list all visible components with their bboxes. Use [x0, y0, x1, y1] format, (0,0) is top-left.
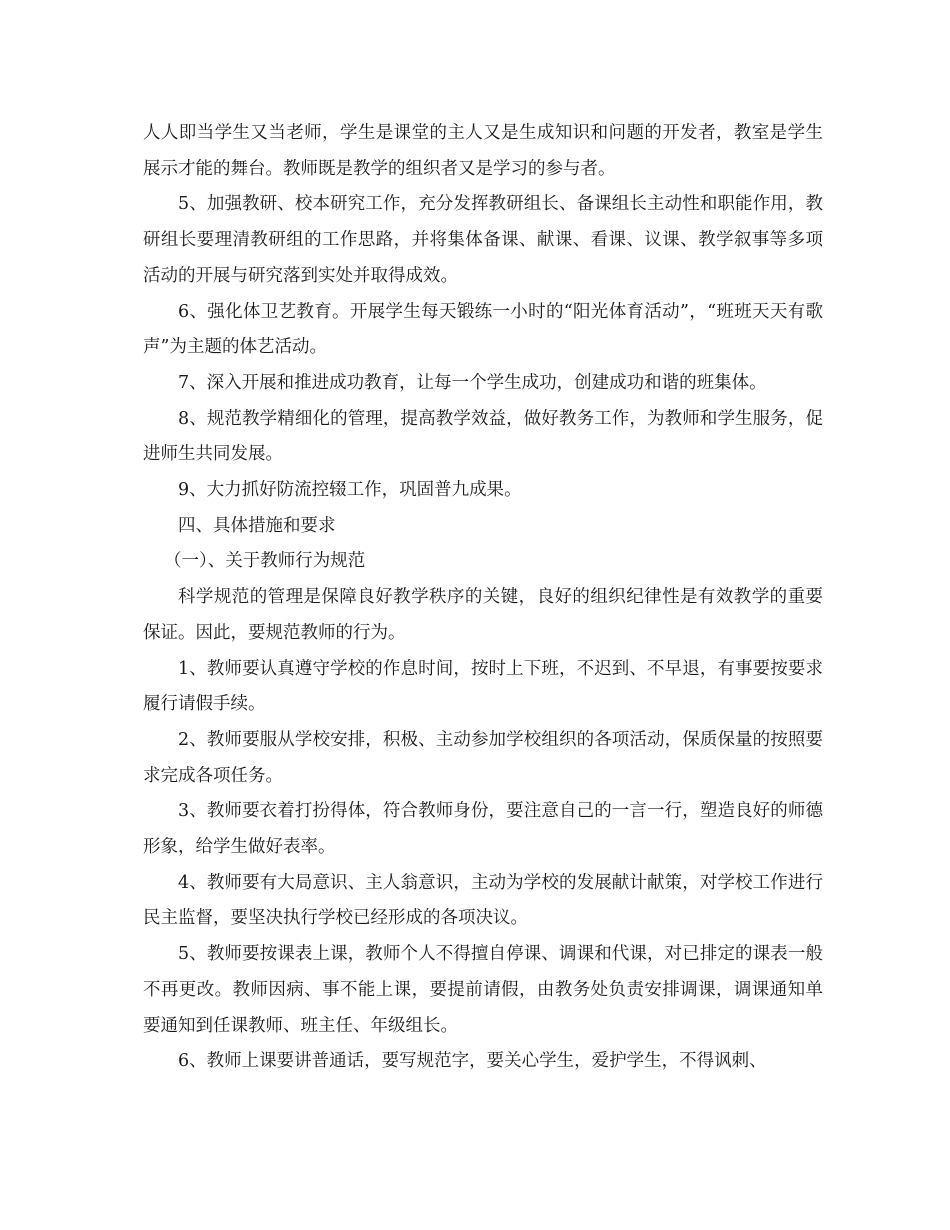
paragraph-rule-4: 4、教师要有大局意识、主人翁意识，主动为学校的发展献计献策，对学校工作进行民主监督，要坚决执行学校已经形成的各项决议。: [143, 872, 823, 929]
paragraph-rule-3: 3、教师要衣着打扮得体，符合教师身份，要注意自己的一言一行，塑造良好的师德形象，给学生做好表率。: [143, 801, 823, 858]
paragraph-rule-2: 2、教师要服从学校安排，积极、主动参加学校组织的各项活动，保质保量的按照要求完成各项任务。: [143, 729, 823, 786]
paragraph-item-6: 6、强化体卫艺教育。开展学生每天锻练一小时的“阳光体育活动”，“班班天天有歌声”为主题的体艺活动。: [143, 301, 823, 358]
paragraph-rule-1: 1、教师要认真遵守学校的作息时间，按时上下班，不迟到、不早退，有事要按要求履行请假手续。: [143, 658, 823, 715]
paragraph-rule-6: 6、教师上课要讲普通话，要写规范字，要关心学生，爱护学生，不得讽刺、: [178, 1051, 767, 1072]
paragraph-item-8: 8、规范教学精细化的管理，提高教学效益，做好教务工作，为教师和学生服务，促进师生共同发展。: [143, 408, 823, 465]
paragraph-continuation: 人人即当学生又当老师，学生是课堂的主人又是生成知识和问题的开发者，教室是学生展示才能的舞台。教师既是教学的组织者又是学习的参与者。: [143, 123, 823, 179]
paragraph-rule-5: 5、教师要按课表上课，教师个人不得擅自停课、调课和代课，对已排定的课表一般不再更改。教师因病、事不能上课，要提前请假，由教务处负责安排调课，调课通知单要通知到任课教师、班主任、年级组长。: [143, 944, 823, 1036]
paragraph-item-7: 7、深入开展和推进成功教育，让每一个学生成功，创建成功和谐的班集体。: [178, 372, 767, 393]
document-body: [143, 116, 823, 1080]
paragraph-item-5: 5、加强教研、校本研究工作，充分发挥教研组长、备课组长主动性和职能作用，教研组长要理清教研组的工作思路，并将集体备课、献课、看课、议课、教学叙事等多项活动的开展与研究落到实处并取得成效。: [143, 194, 823, 286]
paragraph-intro: 科学规范的管理是保障良好教学秩序的关键，良好的组织纪律性是有效教学的重要保证。因此，要规范教师的行为。: [143, 587, 823, 643]
paragraph-section-4: 四、具体措施和要求: [178, 515, 336, 536]
paragraph-subsection-1: （一）、关于教师行为规范: [164, 551, 366, 572]
paragraph-item-9: 9、大力抓好防流控辍工作，巩固普九成果。: [178, 480, 522, 501]
